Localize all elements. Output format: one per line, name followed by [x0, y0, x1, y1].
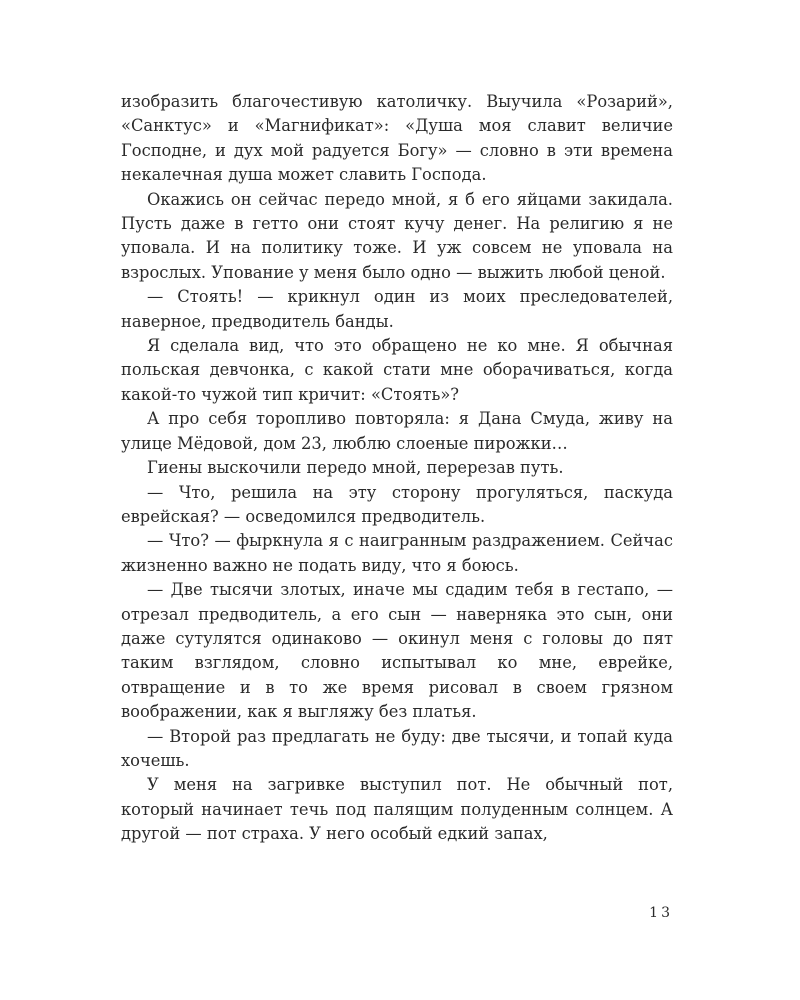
body-text: [121, 90, 673, 847]
paragraph: — Что, решила на эту сторону прогуляться, паскуда еврейская? — осведомился предводитель.: [121, 482, 673, 526]
paragraph: — Две тысячи злотых, иначе мы сдадим тебя в гестапо, — отрезал предводитель, а его сын — наверняка это сын, они даже сутулятся одинаково — окинул меня с головы до пят таким взглядом, словно испытывал ко мне, еврейке, отвращение и в то же время рисовал в своем грязном воображении, как я выгляжу без платья.: [121, 580, 673, 722]
paragraph: — Что? — фыркнула я с наигранным раздражением. Сейчас жизненно важно не подать виду, что я боюсь.: [121, 531, 673, 575]
paragraph: Окажись он сейчас передо мной, я б его яйцами закидала. Пусть даже в гетто они стоят кучу денег. На религию я не уповала. И на политику тоже. И уж совсем не уповала на взрослых. Упование у меня было одно — выжить любой ценой.: [121, 189, 673, 282]
paragraph: Я сделала вид, что это обращено не ко мне. Я обычная польская девчонка, с какой стати мне оборачиваться, когда какой-то чужой тип кричит: «Стоять»?: [121, 336, 673, 404]
paragraph: — Второй раз предлагать не буду: две тысячи, и топай куда хочешь.: [121, 726, 673, 770]
paragraph: А про себя торопливо повторяла: я Дана Смуда, живу на улице Мёдовой, дом 23, люблю слоеные пирожки…: [121, 409, 673, 453]
page-number: 13: [649, 905, 673, 921]
paragraph: изобразить благочестивую католичку. Выучила «Розарий», «Санктус» и «Магнификат»: «Душа моя славит величие Господне, и дух мой радуется Богу» — словно в эти времена некалечная душа может славить Господа.: [121, 92, 673, 185]
paragraph: — Стоять! — крикнул один из моих преследователей, наверное, предводитель банды.: [121, 287, 673, 331]
paragraph: У меня на загривке выступил пот. Не обычный пот, который начинает течь под палящим полуденным солнцем. А другой — пот страха. У него особый едкий запах,: [121, 775, 673, 844]
paragraph: Гиены выскочили передо мной, перерезав путь.: [147, 458, 564, 478]
